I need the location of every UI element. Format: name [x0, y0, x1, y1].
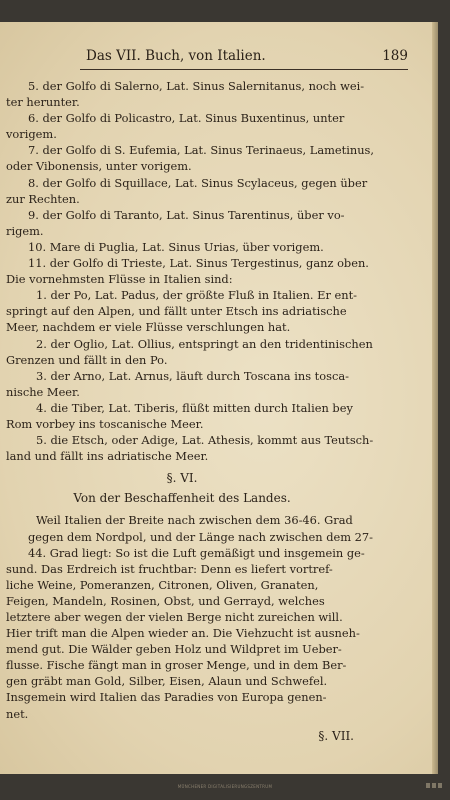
text-line: Rom vorbey ins toscanische Meer.: [6, 416, 204, 431]
text-line: vorigem.: [6, 127, 57, 142]
text-line: Hier trift man die Alpen wieder an. Die Viehzucht ist ausneh-: [6, 626, 360, 641]
page-header: [86, 48, 408, 70]
section-number: §. VI.: [166, 471, 198, 486]
digitization-credit: MÜNCHENER DIGITALISIERUNGSZENTRUM: [177, 784, 273, 789]
running-title: Das VII. Buch, von Italien.: [86, 48, 266, 64]
text-line: Weil Italien der Breite nach zwischen dem 36-46. Grad: [36, 513, 353, 528]
text-line: 11. der Golfo di Trieste, Lat. Sinus Tergestinus, ganz oben.: [28, 256, 369, 271]
text-line: ter herunter.: [6, 95, 80, 110]
text-line: gen gräbt man Gold, Silber, Eisen, Alaun und Schwefel.: [6, 674, 328, 689]
page-body: [6, 78, 375, 748]
text-line: zur Rechten.: [6, 191, 80, 206]
text-line: springt auf den Alpen, und fällt unter Etsch ins adriatische: [6, 304, 347, 319]
page-number: 189: [382, 48, 408, 64]
section-heading: Von der Beschaffenheit des Landes.: [73, 491, 291, 506]
header-rule: [80, 69, 408, 70]
text-line: 2. der Oglio, Lat. Ollius, entspringt an den tridentinischen: [36, 336, 373, 351]
text-line: flusse. Fische fängt man in groser Menge, und in dem Ber-: [6, 658, 347, 673]
text-line: 8. der Golfo di Squillace, Lat. Sinus Scylaceus, gegen über: [28, 175, 368, 190]
text-line: Die vornehmsten Flüsse in Italien sind:: [6, 272, 233, 287]
text-line: 10. Mare di Puglia, Lat. Sinus Urias, über vorigem.: [28, 239, 324, 254]
text-line: 9. der Golfo di Taranto, Lat. Sinus Tarentinus, über vo-: [28, 207, 345, 222]
next-section-number: §. VII.: [318, 728, 354, 743]
logo-block: [426, 783, 430, 788]
text-line: Insgemein wird Italien das Paradies von Europa genen-: [6, 690, 327, 705]
logo-block: [438, 783, 442, 788]
library-logo-icon: [426, 783, 442, 788]
text-line: oder Vibonensis, unter vorigem.: [6, 159, 192, 174]
text-line: 3. der Arno, Lat. Arnus, läuft durch Toscana ins tosca-: [36, 368, 349, 383]
text-line: 44. Grad liegt: So ist die Luft gemäßigt und insgemein ge-: [28, 545, 365, 560]
text-line: mend gut. Die Wälder geben Holz und Wildpret im Ueber-: [6, 642, 342, 657]
text-line: Meer, nachdem er viele Flüsse verschlungen hat.: [6, 320, 291, 335]
text-line: rigem.: [6, 223, 44, 238]
text-line: liche Weine, Pomeranzen, Citronen, Oliven, Granaten,: [6, 577, 319, 592]
logo-block: [432, 783, 436, 788]
text-line: 5. die Etsch, oder Adige, Lat. Athesis, kommt aus Teutsch-: [36, 433, 374, 448]
text-line: 4. die Tiber, Lat. Tiberis, flüßt mitten durch Italien bey: [36, 400, 353, 415]
book-page: [0, 22, 438, 774]
text-line: Grenzen und fällt in den Po.: [6, 352, 168, 367]
text-line: net.: [6, 706, 29, 721]
text-line: gegen dem Nordpol, und der Länge nach zwischen dem 27-: [28, 529, 374, 544]
page-edge: [432, 22, 438, 774]
text-line: 7. der Golfo di S. Eufemia, Lat. Sinus Terinaeus, Lametinus,: [28, 143, 375, 158]
text-line: land und fällt ins adriatische Meer.: [6, 449, 209, 464]
text-line: Feigen, Mandeln, Rosinen, Obst, und Gerrayd, welches: [6, 593, 325, 608]
text-line: 5. der Golfo di Salerno, Lat. Sinus Salernitanus, noch wei-: [28, 79, 365, 93]
text-line: letztere aber wegen der vielen Berge nicht zureichen will.: [6, 610, 343, 624]
text-line: 1. der Po, Lat. Padus, der größte Fluß in Italien. Er ent-: [36, 288, 358, 303]
text-line: 6. der Golfo di Policastro, Lat. Sinus Buxentinus, unter: [28, 111, 345, 126]
text-line: nische Meer.: [6, 384, 80, 399]
text-line: sund. Das Erdreich ist fruchtbar: Denn es liefert vortref-: [6, 561, 333, 576]
